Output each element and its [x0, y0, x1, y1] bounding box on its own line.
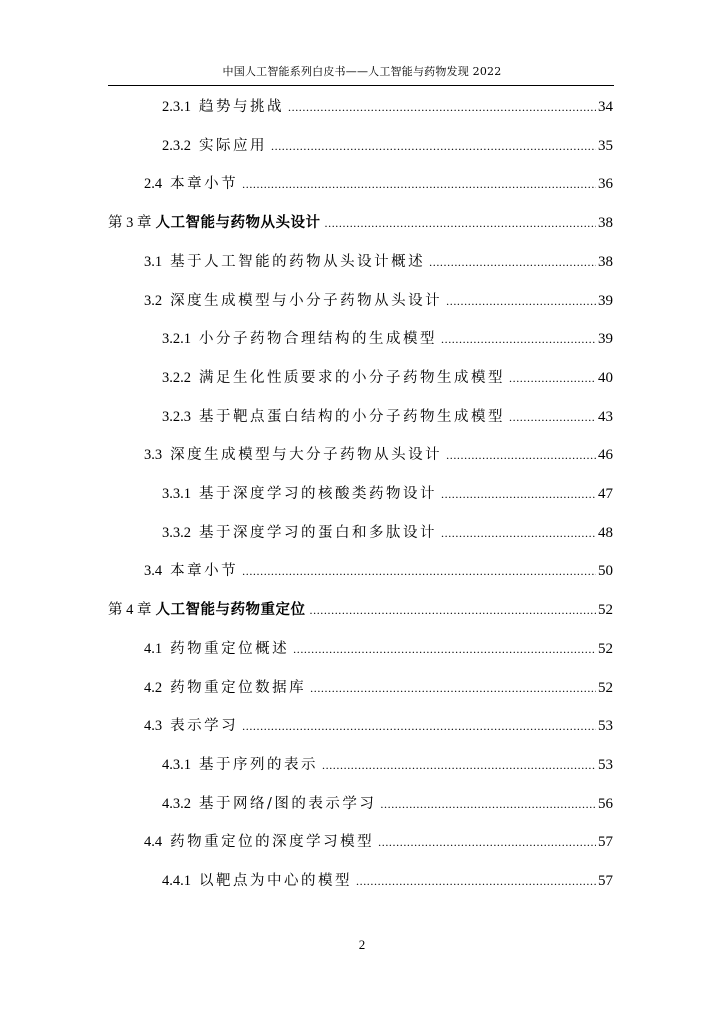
toc-entry-page: 57 [598, 873, 613, 889]
toc-entry-title: 基于人工智能的药物从头设计概述 [170, 253, 426, 270]
toc-entry-number: 2.3.1 [162, 99, 191, 115]
toc-entry-title: 实际应用 [199, 137, 267, 154]
toc-entry-title: 基于深度学习的蛋白和多肽设计 [199, 524, 437, 541]
toc-entry-number: 3.2.1 [162, 331, 191, 348]
toc-entry-number: 4.3.1 [162, 756, 191, 773]
toc-entry-number: 第 4 章 [108, 602, 152, 619]
toc-entry-page: 48 [598, 524, 613, 541]
toc-entry-title: 满足生化性质要求的小分子药物生成模型 [199, 369, 505, 386]
toc-entry-page: 34 [598, 99, 613, 115]
toc-row[interactable] [144, 677, 613, 699]
toc-row[interactable] [144, 560, 613, 582]
toc-entry-number: 3.2.3 [162, 408, 191, 425]
toc-entry-page: 43 [598, 408, 613, 425]
toc-dot-leader [429, 251, 596, 273]
toc-entry-page: 47 [598, 486, 613, 502]
toc-dot-leader [378, 831, 596, 853]
toc-entry-title: 药物重定位数据库 [170, 679, 307, 696]
toc-entry-title: 药物重定位的深度学习模型 [170, 834, 375, 851]
running-header: 中国人工智能系列白皮书——人工智能与药物发现 2022 [222, 65, 502, 78]
toc-entry-page: 39 [598, 331, 613, 348]
toc-entry-number: 3.3 [144, 447, 163, 464]
toc-dot-leader [242, 560, 596, 582]
toc-entry-page: 38 [598, 253, 613, 270]
toc-entry-number: 4.4.1 [162, 873, 191, 889]
toc-entry-number: 4.2 [144, 679, 163, 696]
page-number: 2 [358, 937, 366, 952]
toc-entry-title: 本章小节 [170, 176, 239, 193]
toc-row[interactable] [162, 870, 613, 892]
toc-entry-title: 人工智能与药物从头设计 [155, 214, 321, 232]
toc-entry-title: 人工智能与药物重定位 [155, 601, 306, 619]
toc-entry-title: 基于序列的表示 [199, 756, 318, 773]
toc-dot-leader [380, 793, 596, 815]
toc-entry-number: 3.1 [144, 253, 163, 270]
toc-entry-number: 3.2.2 [162, 369, 191, 386]
toc-dot-leader [310, 677, 596, 699]
toc-row[interactable] [144, 444, 613, 466]
toc-row[interactable] [144, 831, 613, 853]
toc-entry-page: 52 [598, 602, 613, 619]
toc-entry-title: 表示学习 [170, 718, 239, 735]
toc-entry-title: 小分子药物合理结构的生成模型 [199, 331, 437, 348]
toc-row[interactable] [162, 406, 613, 428]
toc-dot-leader [509, 367, 596, 389]
toc-entry-number: 3.3.1 [162, 486, 191, 502]
toc-row[interactable] [144, 173, 613, 195]
toc-entry-number: 4.1 [144, 640, 163, 657]
toc-entry-page: 36 [598, 176, 613, 193]
toc-entry-page: 40 [598, 369, 613, 386]
toc-dot-leader [441, 522, 596, 544]
toc-entry-page: 35 [598, 137, 613, 154]
toc-dot-leader [509, 406, 596, 428]
toc-dot-leader [242, 715, 596, 737]
toc-entry-page: 52 [598, 640, 613, 657]
toc-entry-number: 4.3 [144, 718, 163, 735]
toc-row[interactable] [162, 483, 613, 505]
toc-row[interactable] [162, 367, 613, 389]
toc-dot-leader [322, 754, 596, 776]
toc-dot-leader [441, 483, 596, 505]
toc-entry-page: 56 [598, 795, 613, 812]
toc-entry-page: 53 [598, 756, 613, 773]
toc-row[interactable] [162, 135, 613, 157]
toc-row[interactable] [144, 638, 613, 660]
toc-row[interactable] [162, 793, 613, 815]
toc-dot-leader [310, 599, 597, 621]
toc-row[interactable] [162, 754, 613, 776]
toc-row[interactable] [162, 328, 613, 350]
toc-entry-number: 3.3.2 [162, 524, 191, 541]
header-rule [108, 85, 614, 86]
toc-dot-leader [325, 212, 597, 234]
toc-row[interactable] [162, 96, 613, 118]
toc-dot-leader [242, 173, 596, 195]
toc-row[interactable] [144, 715, 613, 737]
toc-entry-title: 基于靶点蛋白结构的小分子药物生成模型 [199, 408, 505, 425]
toc-entry-number: 4.4 [144, 834, 163, 851]
toc-entry-title: 趋势与挑战 [199, 99, 284, 115]
toc-entry-page: 57 [598, 834, 613, 851]
toc-dot-leader [446, 444, 596, 466]
toc-entry-number: 3.2 [144, 292, 163, 309]
toc-chapter-row[interactable] [108, 212, 613, 234]
toc-entry-page: 53 [598, 718, 613, 735]
toc-entry-title: 深度生成模型与小分子药物从头设计 [170, 292, 443, 309]
toc-dot-leader [446, 290, 596, 312]
toc-entry-title: 药物重定位概述 [170, 640, 290, 657]
toc-dot-leader [271, 135, 596, 157]
toc-entry-number: 2.3.2 [162, 137, 191, 154]
toc-entry-title: 以靶点为中心的模型 [199, 873, 352, 889]
toc-entry-page: 38 [598, 215, 613, 232]
toc-entry-title: 深度生成模型与大分子药物从头设计 [170, 447, 443, 464]
toc-dot-leader [356, 870, 596, 892]
toc-entry-number: 第 3 章 [108, 215, 152, 232]
toc-row[interactable] [162, 522, 613, 544]
toc-entry-number: 2.4 [144, 176, 163, 193]
toc-entry-page: 46 [598, 447, 613, 464]
toc-entry-title: 本章小节 [170, 563, 239, 580]
toc-entry-page: 52 [598, 679, 613, 696]
toc-chapter-row[interactable] [108, 599, 613, 621]
toc-entry-title: 基于网络/图的表示学习 [199, 795, 377, 812]
toc-dot-leader [293, 638, 596, 660]
toc-entry-page: 50 [598, 563, 613, 580]
toc-entry-page: 39 [598, 292, 613, 309]
toc-dot-leader [288, 96, 596, 118]
toc-entry-number: 3.4 [144, 563, 163, 580]
toc-row[interactable] [144, 290, 613, 312]
toc-entry-number: 4.3.2 [162, 795, 191, 812]
toc-row[interactable] [144, 251, 613, 273]
toc-dot-leader [441, 328, 596, 350]
toc-entry-title: 基于深度学习的核酸类药物设计 [199, 486, 437, 502]
